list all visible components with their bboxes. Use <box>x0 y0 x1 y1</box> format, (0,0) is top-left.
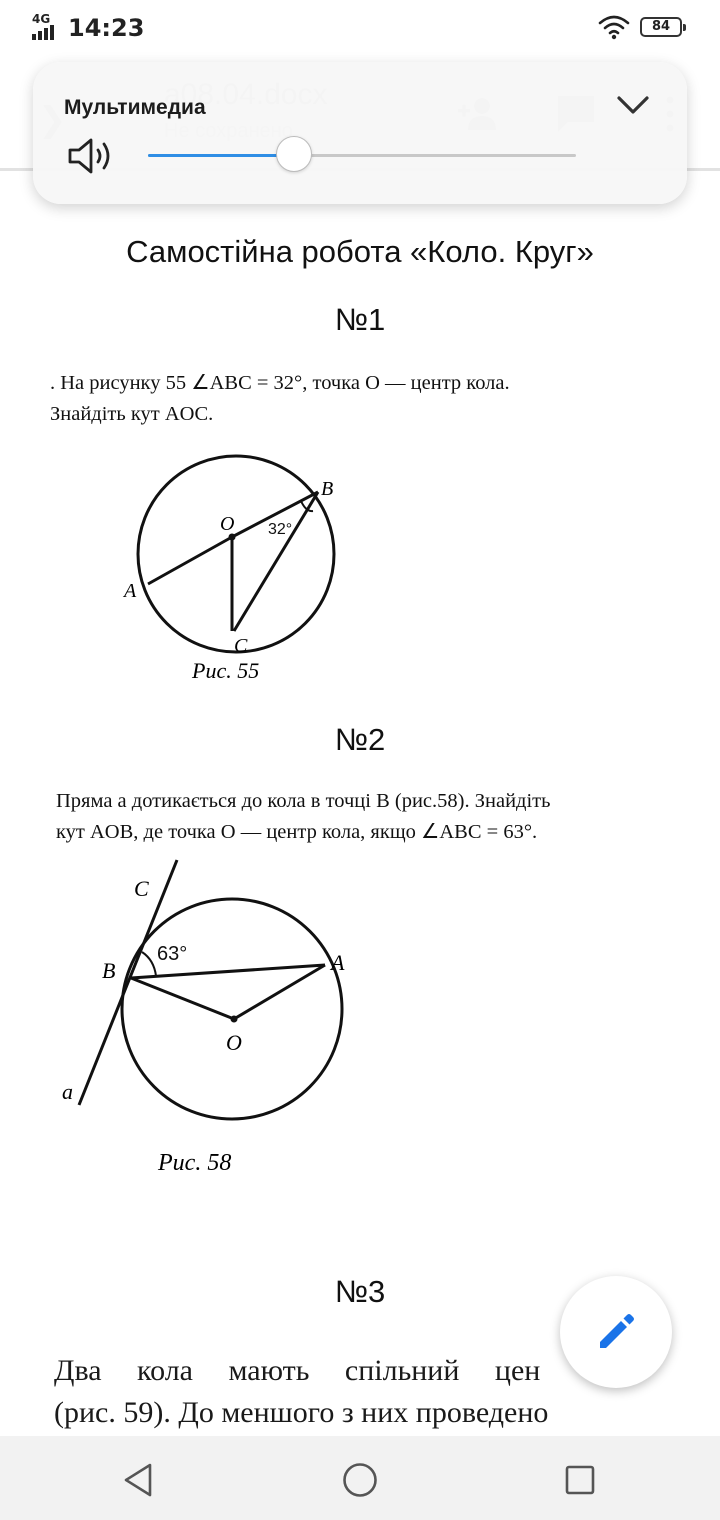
volume-slider[interactable] <box>148 154 576 157</box>
recents-square-icon[interactable] <box>560 1460 600 1500</box>
fig58-label-c: C <box>134 876 149 901</box>
pencil-icon <box>594 1310 638 1354</box>
speaker-icon[interactable] <box>67 136 115 176</box>
task-1-text <box>50 368 510 430</box>
cellular-signal-icon <box>32 12 64 40</box>
task-2-line-1: Пряма a дотикається до кола в точці B (рис.58). Знайдіть <box>56 790 551 812</box>
task-1-line-2: Знайдіть кут AOC. <box>50 403 214 425</box>
task-3-text <box>54 1350 548 1434</box>
figure-55 <box>110 440 350 690</box>
fig58-angle-label: 63° <box>157 943 188 965</box>
edit-button[interactable] <box>560 1276 672 1388</box>
fig58-label-o: O <box>226 1030 242 1055</box>
task-1-line-1: . На рисунку 55 ∠ABC = 32°, точка O — центр кола. <box>50 372 510 394</box>
status-bar <box>0 0 720 56</box>
figure-58 <box>50 850 370 1180</box>
volume-slider-fill <box>148 154 294 157</box>
fig55-label-a: A <box>124 580 137 602</box>
clock: 14:23 <box>68 14 145 42</box>
fig58-label-a: A <box>331 950 345 975</box>
chevron-down-icon[interactable] <box>613 90 653 120</box>
system-nav-bar <box>0 1436 720 1520</box>
media-volume-panel <box>33 62 687 204</box>
battery-indicator: 84 <box>640 17 682 37</box>
task-3-number: №3 <box>334 1274 386 1309</box>
back-triangle-icon[interactable] <box>118 1460 158 1500</box>
network-type: 4G <box>32 12 51 26</box>
task-2-text <box>56 786 550 848</box>
wifi-icon <box>598 14 630 40</box>
task-1-number: №1 <box>334 302 386 337</box>
task-2-number: №2 <box>334 722 386 757</box>
fig58-caption: Рис. 58 <box>158 1150 232 1176</box>
fig58-label-b: B <box>102 958 116 983</box>
volume-panel-title: Мультимедиа <box>64 96 206 119</box>
task-3-line-1: Два кола мають спільний цен <box>54 1354 541 1387</box>
task-3-line-2: (рис. 59). До меншого з них проведено <box>54 1396 549 1429</box>
fig55-label-o: O <box>220 513 235 535</box>
home-circle-icon[interactable] <box>340 1460 380 1500</box>
fig55-label-b: B <box>321 478 334 500</box>
fig55-angle-label: 32° <box>268 521 293 538</box>
fig55-caption: Рис. 55 <box>192 658 260 683</box>
fig55-label-c: C <box>234 635 248 657</box>
task-2-line-2: кут AOB, де точка O — центр кола, якщо ∠ABC = 63°. <box>56 821 538 843</box>
volume-slider-thumb[interactable] <box>276 136 312 172</box>
document-title: Самостійна робота «Коло. Круг» <box>126 234 594 269</box>
fig58-label-line-a: a <box>62 1079 73 1104</box>
